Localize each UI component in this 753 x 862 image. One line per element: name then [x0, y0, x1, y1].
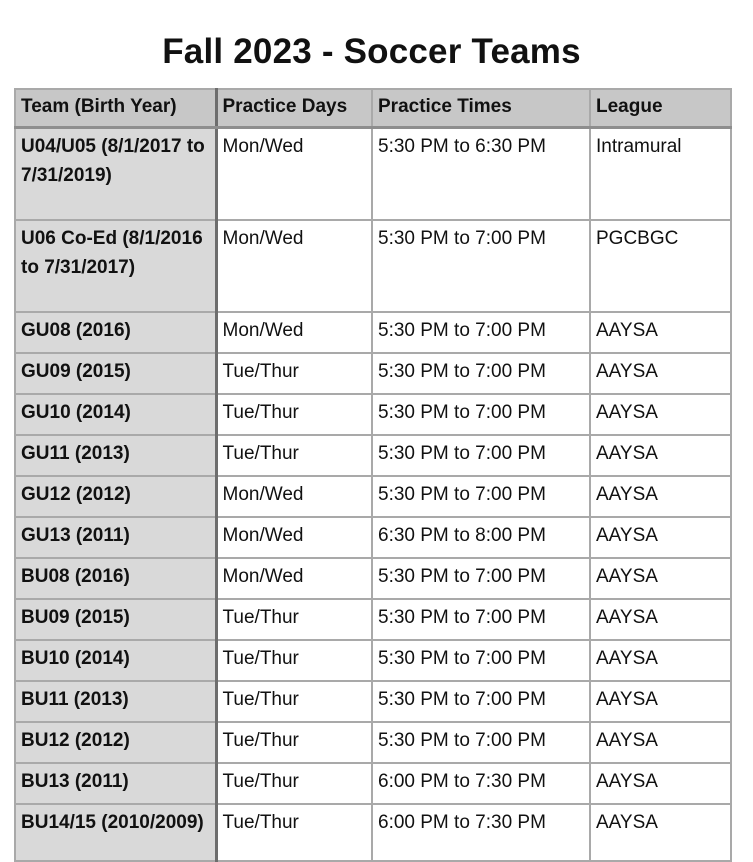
- days-cell: Mon/Wed: [216, 517, 372, 558]
- table-header-row: [15, 89, 731, 128]
- league-cell: AAYSA: [590, 599, 731, 640]
- days-cell: Tue/Thur: [216, 435, 372, 476]
- team-cell: BU14/15 (2010/2009): [15, 804, 216, 861]
- times-cell: 6:00 PM to 7:30 PM: [372, 763, 590, 804]
- table-row: [15, 353, 731, 394]
- table-row: [15, 394, 731, 435]
- times-cell: 5:30 PM to 7:00 PM: [372, 394, 590, 435]
- team-cell: GU12 (2012): [15, 476, 216, 517]
- league-cell: AAYSA: [590, 476, 731, 517]
- days-cell: Tue/Thur: [216, 394, 372, 435]
- table-row: [15, 220, 731, 312]
- league-cell: Intramural: [590, 128, 731, 221]
- league-cell: AAYSA: [590, 681, 731, 722]
- team-cell: BU10 (2014): [15, 640, 216, 681]
- times-cell: 5:30 PM to 7:00 PM: [372, 435, 590, 476]
- table-row: [15, 517, 731, 558]
- header-practice-times: Practice Times: [372, 89, 590, 128]
- table-row: [15, 640, 731, 681]
- table-row: [15, 599, 731, 640]
- table-row: [15, 558, 731, 599]
- times-cell: 5:30 PM to 7:00 PM: [372, 599, 590, 640]
- team-cell: GU08 (2016): [15, 312, 216, 353]
- team-cell: BU09 (2015): [15, 599, 216, 640]
- table-row: [15, 128, 731, 221]
- team-cell: U06 Co-Ed (8/1/2016 to 7/31/2017): [15, 220, 216, 312]
- days-cell: Mon/Wed: [216, 220, 372, 312]
- team-cell: BU12 (2012): [15, 722, 216, 763]
- times-cell: 5:30 PM to 6:30 PM: [372, 128, 590, 221]
- league-cell: AAYSA: [590, 640, 731, 681]
- times-cell: 5:30 PM to 7:00 PM: [372, 353, 590, 394]
- team-cell: GU09 (2015): [15, 353, 216, 394]
- table-row: [15, 804, 731, 861]
- team-cell: GU10 (2014): [15, 394, 216, 435]
- table-row: [15, 763, 731, 804]
- league-cell: AAYSA: [590, 394, 731, 435]
- days-cell: Tue/Thur: [216, 353, 372, 394]
- days-cell: Tue/Thur: [216, 599, 372, 640]
- table-row: [15, 681, 731, 722]
- league-cell: AAYSA: [590, 312, 731, 353]
- days-cell: Tue/Thur: [216, 681, 372, 722]
- team-cell: U04/U05 (8/1/2017 to 7/31/2019): [15, 128, 216, 221]
- times-cell: 6:00 PM to 7:30 PM: [372, 804, 590, 861]
- league-cell: AAYSA: [590, 517, 731, 558]
- league-cell: PGCBGC: [590, 220, 731, 312]
- times-cell: 5:30 PM to 7:00 PM: [372, 681, 590, 722]
- table-row: [15, 435, 731, 476]
- table-row: [15, 476, 731, 517]
- times-cell: 5:30 PM to 7:00 PM: [372, 722, 590, 763]
- days-cell: Tue/Thur: [216, 640, 372, 681]
- team-cell: GU11 (2013): [15, 435, 216, 476]
- days-cell: Mon/Wed: [216, 128, 372, 221]
- header-practice-days: Practice Days: [216, 89, 372, 128]
- times-cell: 5:30 PM to 7:00 PM: [372, 220, 590, 312]
- table-row: [15, 312, 731, 353]
- header-team: Team (Birth Year): [15, 89, 216, 128]
- league-cell: AAYSA: [590, 804, 731, 861]
- days-cell: Tue/Thur: [216, 722, 372, 763]
- team-cell: BU11 (2013): [15, 681, 216, 722]
- header-league: League: [590, 89, 731, 128]
- table-row: [15, 722, 731, 763]
- times-cell: 6:30 PM to 8:00 PM: [372, 517, 590, 558]
- team-cell: BU08 (2016): [15, 558, 216, 599]
- days-cell: Mon/Wed: [216, 476, 372, 517]
- soccer-teams-table: [14, 88, 732, 862]
- times-cell: 5:30 PM to 7:00 PM: [372, 558, 590, 599]
- days-cell: Tue/Thur: [216, 763, 372, 804]
- league-cell: AAYSA: [590, 763, 731, 804]
- league-cell: AAYSA: [590, 435, 731, 476]
- days-cell: Tue/Thur: [216, 804, 372, 861]
- league-cell: AAYSA: [590, 558, 731, 599]
- times-cell: 5:30 PM to 7:00 PM: [372, 476, 590, 517]
- times-cell: 5:30 PM to 7:00 PM: [372, 640, 590, 681]
- days-cell: Mon/Wed: [216, 558, 372, 599]
- league-cell: AAYSA: [590, 353, 731, 394]
- page-title: Fall 2023 - Soccer Teams: [162, 32, 581, 71]
- team-cell: BU13 (2011): [15, 763, 216, 804]
- league-cell: AAYSA: [590, 722, 731, 763]
- times-cell: 5:30 PM to 7:00 PM: [372, 312, 590, 353]
- team-cell: GU13 (2011): [15, 517, 216, 558]
- days-cell: Mon/Wed: [216, 312, 372, 353]
